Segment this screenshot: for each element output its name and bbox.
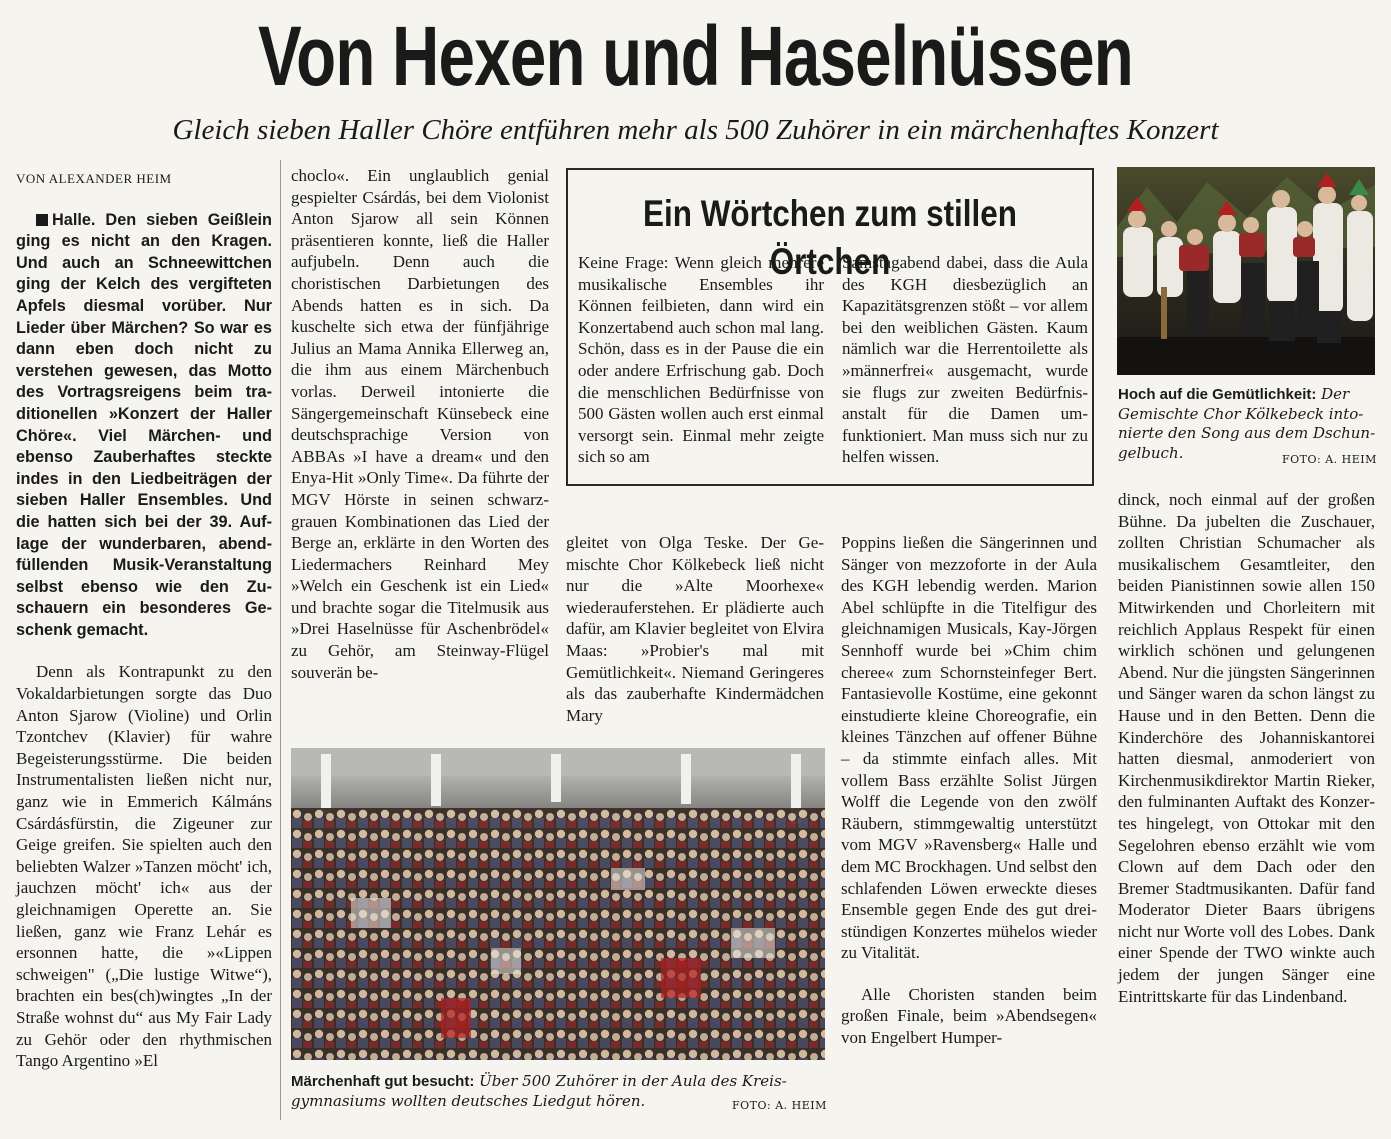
sidebar-column-right: Samstagabend dabei, dass die Aula des KGH diesbezüglich an Kapazitätsgrenzen stößt – vor allem bei den weiblichen Gästen. Kaum nämlich war die Herrentoilette als »männerfrei« ausgemacht, wurde sie flugs zur zweiten Bedürfnisanstalt für die Damen umfunktioniert. Man muss sich nur zu helfen wissen.	[842, 253, 1088, 467]
caption-text: Der Gemischte Chor Kölkebeck intonierte den Song aus dem Dschungelbuch.	[1118, 385, 1376, 462]
caption-label: Märchenhaft gut besucht:	[291, 1073, 475, 1090]
column-2	[291, 165, 549, 683]
column-1	[16, 168, 272, 1072]
caption-text: Über 500 Zuhörer in der Aula des Kreisgymnasiums wollten deutsches Liedgut hören.	[291, 1072, 787, 1110]
sidebar-box	[566, 168, 1094, 486]
body-paragraph: Poppins ließen die Sängerinnen und Sänger von mezzoforte in der Aula des KGH lebendig werden. Marion Abel schlüpfte in die Titelfigur des gleichnamigen Musicals, Kay-Jörgen Sennhoff wurde bei »Chim chim cheree« zum Schornsteinfeger Bert. Fantasievolle Kostüme, eine gekonnt einstudierte kleine Choreografie, ein kleines Tänzchen auf offener Bühne – da stimmte einfach alles. Mit vollem Bass erzählte Solist Jürgen Wolff die Legende von den zwölf Räubern, stimmgewaltig unterstützt vom MGV »Ravensberg« Halle und dem MC Brockhagen. Und selbst den schlafenden Löwen erweckte dieses Ensemble gegen Ende des gut dreistündigen Konzertes mühelos wieder zu Vitalität.	[841, 533, 1097, 963]
column-5	[1118, 489, 1375, 1007]
caption-label: Hoch auf die Gemütlichkeit:	[1118, 386, 1317, 403]
headline: Von Hexen und Haselnüssen	[258, 9, 1133, 103]
body-paragraph: Alle Choristen standen beim großen Finale, beim »Abendsegen« von Engelbert Humper-	[841, 984, 1097, 1048]
sidebar-column-left: Keine Frage: Wenn gleich mehrere musikalische Ensembles ihr Können feilbieten, dann wird ein Konzertabend auch schon mal lang. Schön, dass es in der Pause die ein oder andere Erfrischung gab. Doch die menschlichen Bedürfnisse von 500 Gästen wollen auch erst einmal versorgt sein. Einmal mehr zeigte sich so am	[578, 253, 824, 467]
choir-photo	[1117, 167, 1375, 375]
subtitle: Gleich sieben Haller Chöre entführen mehr als 500 Zuhörer in ein märchenhaftes Konzert	[172, 114, 1219, 146]
body-paragraph: dinck, noch einmal auf der großen Bühne. Da jubelten die Zuschauer, zollten Christian Schumacher als musikalischem Gesamtleiter, den beiden Pianistinnen sowie allen 150 Mitwirkenden und Chorleitern mit reichlich Applaus Respekt für einen wirklich schönen und gelungenen Abend. Nur die jüngsten Sängerinnen und Sänger waren da schon längst zu Hause und in den Betten. Denn die Kinderchöre des Johanniskantorei hatten diesmal, anmoderiert von Kirchenmusikdirektor Martin Rieker, den fulminanten Auftakt des Konzertes hingelegt, von Ottokar mit den Segelohren ebenso erzählt wie vom Clown auf dem Dach oder den Bremer Stadtmusikanten. Dafür fand Moderator Dieter Baars übrigens nicht nur Worte voll des Lobes. Dank einer Spende der TWO winkte auch jedem der jungen Sänger eine Eintrittskarte für das Lindenband.	[1118, 490, 1375, 1006]
choir-photo-caption	[1118, 385, 1376, 463]
column-divider	[280, 160, 281, 1120]
body-paragraph: choclo«. Ein unglaublich genial gespielter Csárdás, bei dem Violonist Anton Sjarow all sein Können präsentieren konnte, ließ die Haller aufjubeln. Denn auch die choristischen Darbietungen des Abends hatten es in sich. Da kuschelte sich etwa der fünfjährige Julius an Mama Annika Ellerweg an, die ihm aus einem Märchenbuch vorlas. Derweil intonierte die Sängergemeinschaft Künsebeck eine deutschsprachige Version von ABBAs »I have a dream« und den Enya-Hit »Only Time«. Da führte der MGV Hörste in seinen schwarz-grauen Kombinationen das Lied der Berge an, erklärte in den Worten des Liedermachers Reinhard Mey »Welch ein Geschenk ist ein Lied« und brachte sogar die Titelmusik aus »Drei Haselnüsse für Aschenbrödel« zu Gehör, am Steinway-Flügel souverän be-	[291, 166, 549, 682]
body-paragraph: Denn als Kontrapunkt zu den Vokaldarbietungen sorgte das Duo Anton Sjarow (Violine) und Orlin Tzontchev (Klavier) für wahre Begeisterungsstürme. Die beiden Instrumentalisten ließen nicht nur, ganz wie in Emmerich Kálmáns Csárdásfürstin, die Zigeuner zur Geige greifen. Sie spielten auch den beliebten Walzer »Tanzen möcht' ich, jauchzen möcht' ich« aus der gleichnamigen Operette an. Sie ließen, ganz wie Franz Lehár es ersonnen hatte, die »«Lippen schweigen" („Die lustige Witwe“), brachten ein bes(ch)wingtes „In der Straße wohnst du“ aus My Fair Lady zu Gehör oder den rhythmischen Tango Argentino »El	[16, 662, 272, 1071]
lead-paragraph	[16, 210, 272, 642]
photo-credit: FOTO: A. HEIM	[732, 1099, 827, 1112]
column-4	[841, 532, 1097, 1049]
lead-text: Halle. Den sieben Geißlein ging es nicht an den Kragen. Und auch an Schneewittchen ging der Kelch des vergifteten Apfels diesmal vorüber. Nur Lieder über Märchen? So war es dann eben doch nicht zu verstehen gewesen, das Motto des Vortragsreigens beim traditionellen »Konzert der Haller Chöre«. Viel Märchen- und ebenso Zauberhaftes steckte indes in den Liedbeiträgen der sieben Haller Ensembles. Und die hatten sich bei der 39. Auflage der wunderbaren, abendfüllenden Musik-Veranstaltung selbst ebenso wie den Zuschauern ein besonderes Geschenk gemacht.	[16, 210, 272, 639]
lead-square-icon	[36, 214, 48, 226]
body-paragraph: gleitet von Olga Teske. Der Gemischte Chor Kölkebeck ließ nicht nur die »Alte Moorhexe« wiederauferstehen. Er plädierte auch dafür, am Klavier begleitet von Elvira Maas: »Probier's mal mit Gemütlichkeit«. Niemand Geringeres als das zauberhafte Kindermädchen Mary	[566, 533, 824, 725]
byline: VON ALEXANDER HEIM	[16, 171, 172, 186]
column-3	[566, 532, 824, 726]
sidebar-title: Ein Wörtchen zum stillen Örtchen	[643, 193, 1017, 282]
audience-photo	[291, 748, 825, 1060]
photo-credit: FOTO: A. HEIM	[1282, 453, 1377, 466]
